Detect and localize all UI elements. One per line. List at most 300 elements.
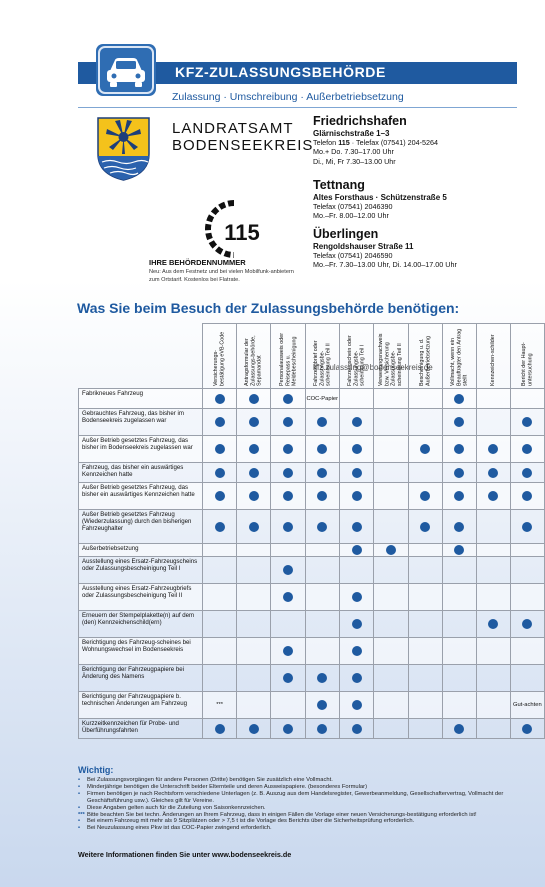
table-cell: [374, 611, 409, 638]
table-cell: [510, 409, 544, 436]
note-text: Bei Zulassungsvorgängen für andere Personen (Dritte) benötigen Sie zusätzlich eine Vollmacht.: [87, 777, 333, 783]
row-label: Fabrikneues Fahrzeug: [79, 389, 203, 409]
column-header: [374, 324, 409, 389]
column-header: [476, 324, 510, 389]
required-dot-icon: [249, 444, 259, 454]
phone-number: 115: [338, 138, 350, 148]
required-dot-icon: [283, 468, 293, 478]
header-bar-left: [78, 62, 96, 84]
table-cell: [203, 665, 237, 692]
required-dot-icon: [249, 491, 259, 501]
table-cell: [305, 463, 339, 483]
table-cell: [305, 638, 339, 665]
table-cell: [237, 389, 271, 409]
required-dot-icon: [215, 417, 225, 427]
table-cell: [374, 436, 409, 463]
table-cell: [271, 510, 305, 544]
location-block: [313, 227, 457, 270]
table-row: [79, 611, 545, 638]
table-cell: [203, 544, 237, 557]
table-row: [79, 483, 545, 510]
note-item: [78, 818, 513, 825]
table-cell: [203, 436, 237, 463]
required-dot-icon: [522, 468, 532, 478]
required-dot-icon: [352, 444, 362, 454]
location-hours: Mo.+ Do. 7.30–17.00 Uhr: [313, 147, 394, 157]
table-cell: [339, 436, 373, 463]
bullet-icon: •: [78, 790, 81, 797]
required-dot-icon: [283, 444, 293, 454]
table-cell: [374, 389, 409, 409]
table-cell: [442, 510, 476, 544]
table-row: [79, 436, 545, 463]
fax-number: · Telefax (07541) 204-5264: [349, 138, 438, 148]
authority-line2: BODENSEEKREIS: [172, 137, 314, 154]
row-label: Berichtigung des Fahrzeug-scheines bei Wohnungswechsel im Bodenseekreis: [79, 638, 203, 665]
required-dot-icon: [283, 646, 293, 656]
table-cell: [442, 389, 476, 409]
table-cell: [374, 544, 409, 557]
table-cell: [203, 557, 237, 584]
location-street: Glärnischstraße 1–3: [313, 129, 390, 138]
required-dot-icon: [283, 394, 293, 404]
note-text: Bei Neuzulassung eines Pkw ist das COC-Papier zwingend erforderlich.: [87, 825, 272, 832]
table-cell: [510, 463, 544, 483]
footer-text: Weitere Informationen finden Sie unter www.bodenseekreis.de: [78, 850, 292, 859]
table-row: [79, 719, 545, 739]
table-row: [79, 692, 545, 719]
table-cell: [374, 510, 409, 544]
table-cell: [408, 544, 442, 557]
required-dot-icon: [249, 724, 259, 734]
table-cell: [237, 483, 271, 510]
table-cell: [510, 544, 544, 557]
table-cell: [237, 584, 271, 611]
required-dot-icon: [352, 468, 362, 478]
table-row: [79, 638, 545, 665]
table-cell: [374, 409, 409, 436]
required-dot-icon: [454, 394, 464, 404]
table-cell: [442, 557, 476, 584]
required-dot-icon: [283, 592, 293, 602]
location-hours: Mo.–Fr. 7.30–13.00 Uhr, Di. 14.00–17.00 Uhr: [313, 260, 457, 270]
table-row: [79, 544, 545, 557]
note-text: Minderjährige benötigen die Unterschrift beider Elternteile und deren Ausweispapiere. (besonderes Formular): [87, 783, 368, 790]
table-row: [79, 409, 545, 436]
note-item: [78, 805, 513, 812]
table-cell: [442, 719, 476, 739]
location-street: Rengoldshauser Straße 11: [313, 242, 414, 251]
column-header: [339, 324, 373, 389]
table-cell: [203, 584, 237, 611]
required-dot-icon: [454, 417, 464, 427]
table-header-row: [79, 324, 545, 389]
table-cell: [305, 719, 339, 739]
row-label: Erneuern der Stempelplakette(n) auf dem (den) Kennzeichenschild(ern): [79, 611, 203, 638]
emblem-number: 115: [224, 220, 260, 245]
table-cell: [510, 510, 544, 544]
table-cell: [408, 719, 442, 739]
table-cell: [203, 719, 237, 739]
table-cell: [374, 483, 409, 510]
cell-text: ***: [216, 702, 223, 709]
table-cell: [339, 719, 373, 739]
required-dot-icon: [249, 468, 259, 478]
required-dot-icon: [215, 394, 225, 404]
table-cell: [237, 409, 271, 436]
table-cell: [442, 409, 476, 436]
required-dot-icon: [352, 545, 362, 555]
required-dot-icon: [454, 491, 464, 501]
emblem-note: Neu: Aus dem Festnetz und bei vielen Mobilfunk-anbietern zum Ortstarif. Kostenlos bei Flatrate.: [149, 269, 294, 283]
table-cell: [305, 611, 339, 638]
location-street: Altes Forsthaus · Schützenstraße 5: [313, 193, 447, 202]
location-block: [313, 178, 447, 221]
table-cell: [339, 544, 373, 557]
row-label: Ausstellung eines Ersatz-Fahrzeugscheins oder Zulassungsbescheinigung Teil I: [79, 557, 203, 584]
column-header: [271, 324, 305, 389]
table-cell: [305, 544, 339, 557]
required-dot-icon: [317, 491, 327, 501]
table-cell: [271, 557, 305, 584]
required-dot-icon: [215, 522, 225, 532]
table-cell: [237, 719, 271, 739]
notes-list: [78, 777, 513, 832]
required-dot-icon: [522, 619, 532, 629]
requirements-table: [78, 323, 545, 739]
required-dot-icon: [317, 673, 327, 683]
table-row: [79, 557, 545, 584]
required-dot-icon: [522, 444, 532, 454]
required-dot-icon: [420, 522, 430, 532]
table-cell: [203, 463, 237, 483]
table-cell: [339, 692, 373, 719]
required-dot-icon: [249, 417, 259, 427]
table-cell: [305, 409, 339, 436]
required-dot-icon: [317, 417, 327, 427]
table-cell: [271, 611, 305, 638]
column-header-label: Bescheinigung u. d. Außerbetriebsetzung: [418, 335, 432, 386]
required-dot-icon: [317, 522, 327, 532]
required-dot-icon: [420, 444, 430, 454]
column-header: [305, 324, 339, 389]
required-dot-icon: [352, 491, 362, 501]
table-cell: [271, 584, 305, 611]
table-cell: [339, 665, 373, 692]
column-header-label: Bericht der Haupt-untersuchung: [521, 342, 534, 386]
table-cell: [271, 463, 305, 483]
column-header-label: Vollmacht, wenn ein Beauftragter den Antrag stellt: [449, 328, 469, 386]
table-cell: [339, 389, 373, 409]
bullet-icon: •: [78, 818, 81, 825]
required-dot-icon: [317, 444, 327, 454]
table-cell: [305, 436, 339, 463]
table-cell: [442, 483, 476, 510]
table-cell: [305, 389, 339, 409]
table-cell: [374, 692, 409, 719]
required-dot-icon: [488, 491, 498, 501]
required-dot-icon: [352, 724, 362, 734]
table-cell: [442, 611, 476, 638]
table-cell: [374, 584, 409, 611]
bullet-icon: •: [78, 783, 81, 790]
location-city: Überlingen: [313, 227, 379, 241]
table-row: [79, 584, 545, 611]
bullet-icon: •: [78, 804, 81, 811]
column-header-label: Kennzeichen-schilder: [490, 334, 497, 386]
location-phone: Telefax (07541) 2046590: [313, 251, 393, 261]
table-cell: [476, 389, 510, 409]
row-label: Ausstellung eines Ersatz-Fahrzeugbriefs oder Zulassungsbescheinigung Teil II: [79, 584, 203, 611]
table-cell: [237, 463, 271, 483]
note-item: [78, 825, 513, 832]
table-cell: [271, 389, 305, 409]
table-cell: [339, 557, 373, 584]
column-header: [408, 324, 442, 389]
emblem-115-icon: [204, 199, 270, 259]
table-cell: [203, 409, 237, 436]
table-cell: [339, 409, 373, 436]
table-cell: [271, 665, 305, 692]
note-text: Diese Angaben gelten auch für die Zuteilung von Saisonkennzeichen.: [87, 804, 266, 811]
table-cell: [374, 665, 409, 692]
column-header-label: Fahrzeugschein oder Zulassungsbe-scheinigung Teil I: [347, 335, 366, 386]
row-label: Außer Betrieb gesetztes Fahrzeug, das bisher im Bodenseekreis zugelassen war: [79, 436, 203, 463]
table-cell: [476, 665, 510, 692]
table-cell: [305, 692, 339, 719]
table-cell: [271, 436, 305, 463]
table-cell: [305, 483, 339, 510]
table-cell: [510, 638, 544, 665]
table-cell: [408, 483, 442, 510]
table-cell: [203, 389, 237, 409]
authority-name: [172, 120, 313, 154]
note-text: Firmen benötigen je nach Rechtsform verschiedene Unterlagen (z. B. Auszug aus dem Handelsregister, Gewerbeanmeldung, Gesellschaftervertrag, Vollmacht der Geschäftsführung usw.). Gleiches gilt für Vereine.: [87, 790, 504, 804]
table-cell: [374, 719, 409, 739]
table-cell: [305, 557, 339, 584]
table-cell: [476, 510, 510, 544]
table-cell: [476, 483, 510, 510]
note-item: [78, 812, 513, 819]
column-header: [510, 324, 544, 389]
table-cell: [271, 638, 305, 665]
required-dot-icon: [352, 592, 362, 602]
required-dot-icon: [317, 468, 327, 478]
required-dot-icon: [454, 468, 464, 478]
page-title: KFZ-ZULASSUNGSBEHÖRDE: [175, 64, 386, 80]
required-dot-icon: [488, 444, 498, 454]
emblem-label: IHRE BEHÖRDENNUMMER: [149, 258, 246, 267]
bullet-icon: ***: [78, 811, 85, 818]
location-hours: Mo.–Fr. 8.00–12.00 Uhr: [313, 211, 389, 221]
table-cell: [271, 692, 305, 719]
table-row: [79, 389, 545, 409]
table-cell: [408, 389, 442, 409]
cell-text: COC-Papier: [306, 395, 339, 402]
note-text: Bitte beachten Sie bei techn. Änderungen an Ihrem Fahrzeug, dass in einigen Fällen die Vorlage einer neuen Versicherungs-bestätigung erforderlich ist!: [87, 811, 477, 818]
required-dot-icon: [420, 491, 430, 501]
table-cell: [510, 692, 544, 719]
email-link[interactable]: kfz.zulassung@bodenseekreis.de: [313, 363, 433, 372]
table-row: [79, 463, 545, 483]
table-cell: [442, 436, 476, 463]
required-dot-icon: [283, 491, 293, 501]
location-hours: Di., Mi, Fr 7.30–13.00 Uhr: [313, 156, 396, 166]
note-item: [78, 791, 513, 805]
table-cell: [271, 544, 305, 557]
table-cell: [203, 638, 237, 665]
required-dot-icon: [488, 619, 498, 629]
coat-of-arms-icon: [96, 116, 151, 182]
table-cell: [476, 638, 510, 665]
notes-title: Wichtig:: [78, 765, 114, 775]
required-dot-icon: [249, 394, 259, 404]
required-dot-icon: [454, 724, 464, 734]
required-dot-icon: [352, 522, 362, 532]
table-cell: [408, 611, 442, 638]
required-dot-icon: [249, 522, 259, 532]
required-dot-icon: [522, 522, 532, 532]
table-row: [79, 510, 545, 544]
column-header-label: Fahrzeugbrief oder Zulassungsbe-scheinigung Teil II: [312, 340, 332, 386]
required-dot-icon: [488, 468, 498, 478]
note-item: [78, 777, 513, 784]
table-cell: [442, 463, 476, 483]
table-cell: [510, 436, 544, 463]
table-cell: [510, 665, 544, 692]
required-dot-icon: [215, 491, 225, 501]
table-cell: [374, 463, 409, 483]
required-dot-icon: [522, 724, 532, 734]
table-cell: [271, 409, 305, 436]
required-dot-icon: [317, 724, 327, 734]
location-phone: [313, 138, 438, 147]
cell-text: Gut-achten: [513, 702, 542, 709]
required-dot-icon: [454, 444, 464, 454]
required-dot-icon: [352, 417, 362, 427]
car-icon: [96, 44, 156, 96]
table-cell: [271, 719, 305, 739]
row-label: Berichtigung der Fahrzeugpapiere bei Änderung des Namens: [79, 665, 203, 692]
table-cell: [203, 611, 237, 638]
table-cell: [374, 638, 409, 665]
table-cell: [408, 584, 442, 611]
required-dot-icon: [283, 724, 293, 734]
table-cell: [510, 611, 544, 638]
table-cell: [237, 692, 271, 719]
table-cell: [476, 719, 510, 739]
note-item: [78, 784, 513, 791]
required-dot-icon: [386, 545, 396, 555]
table-cell: [476, 436, 510, 463]
bullet-icon: •: [78, 825, 81, 832]
table-cell: [510, 584, 544, 611]
table-cell: [203, 510, 237, 544]
row-label: Außerbetriebsetzung: [79, 544, 203, 557]
column-header-label: Verwertungsnachweis bzw. Versicherung Zulassungsbe-scheinigung Teil II: [378, 333, 404, 386]
column-header: [442, 324, 476, 389]
required-dot-icon: [522, 491, 532, 501]
divider: [78, 107, 517, 108]
table-cell: [237, 544, 271, 557]
table-cell: [510, 389, 544, 409]
table-cell: [408, 692, 442, 719]
page-subtitle: Zulassung · Umschreibung · Außerbetriebsetzung: [172, 91, 404, 103]
required-dot-icon: [317, 700, 327, 710]
row-label: Kurzzeitkennzeichen für Probe- und Überführungsfahrten: [79, 719, 203, 739]
table-cell: [237, 557, 271, 584]
required-dot-icon: [454, 545, 464, 555]
required-dot-icon: [352, 619, 362, 629]
table-cell: [237, 665, 271, 692]
required-dot-icon: [283, 673, 293, 683]
table-row: [79, 665, 545, 692]
required-dot-icon: [215, 724, 225, 734]
table-cell: [476, 611, 510, 638]
table-cell: [476, 463, 510, 483]
required-dot-icon: [352, 673, 362, 683]
column-header-label: Versicherungs-bestätigung eVB-Code: [213, 331, 226, 386]
column-header: [203, 324, 237, 389]
table-cell: [305, 510, 339, 544]
required-dot-icon: [215, 444, 225, 454]
note-text: Bei einem Fahrzeug mit mehr als 9 Sitzplätzen oder > 7,5 t ist die Vorlage des Berichts über die Sicherheitsprüfung erforderlich.: [87, 818, 415, 825]
table-cell: [442, 544, 476, 557]
location-phone: Telefax (07541) 2046390: [313, 202, 393, 212]
row-label: Fahrzeug, das bisher ein auswärtiges Kennzeichen hatte: [79, 463, 203, 483]
table-cell: [408, 665, 442, 692]
table-cell: [408, 409, 442, 436]
location-city: Tettnang: [313, 178, 365, 192]
bullet-icon: •: [78, 777, 81, 783]
table-cell: [510, 719, 544, 739]
table-cell: [408, 510, 442, 544]
table-cell: [476, 409, 510, 436]
table-cell: [237, 611, 271, 638]
table-corner: [79, 324, 203, 389]
required-dot-icon: [454, 522, 464, 532]
location-block: [313, 114, 438, 166]
required-dot-icon: [352, 646, 362, 656]
table-cell: [339, 584, 373, 611]
required-dot-icon: [283, 417, 293, 427]
table-cell: [237, 638, 271, 665]
table-cell: [237, 510, 271, 544]
table-cell: [510, 557, 544, 584]
table-cell: [339, 483, 373, 510]
table-cell: [476, 544, 510, 557]
table-cell: [339, 638, 373, 665]
column-header-label: Antragsformular der Zulassungs-behörde, Sepamandat: [244, 335, 263, 386]
section-headline: Was Sie beim Besuch der Zulassungsbehörde benötigen:: [77, 300, 460, 316]
table-cell: [203, 483, 237, 510]
table-cell: [374, 557, 409, 584]
table-cell: [339, 611, 373, 638]
table-cell: [339, 463, 373, 483]
table-cell: [442, 665, 476, 692]
table-cell: [408, 463, 442, 483]
table-cell: [476, 584, 510, 611]
phone-prefix: Telefon: [313, 138, 339, 148]
table-cell: [476, 557, 510, 584]
row-label: Außer Betrieb gesetztes Fahrzeug, das bisher ein auswärtiges Kennzeichen hatte: [79, 483, 203, 510]
table-cell: [442, 692, 476, 719]
required-dot-icon: [352, 700, 362, 710]
authority-line1: LANDRATSAMT: [172, 120, 294, 137]
table-cell: [305, 665, 339, 692]
table-cell: [339, 510, 373, 544]
column-header-label: Personalausweis oder Reisepass u. Meldebescheinigung: [278, 332, 298, 386]
